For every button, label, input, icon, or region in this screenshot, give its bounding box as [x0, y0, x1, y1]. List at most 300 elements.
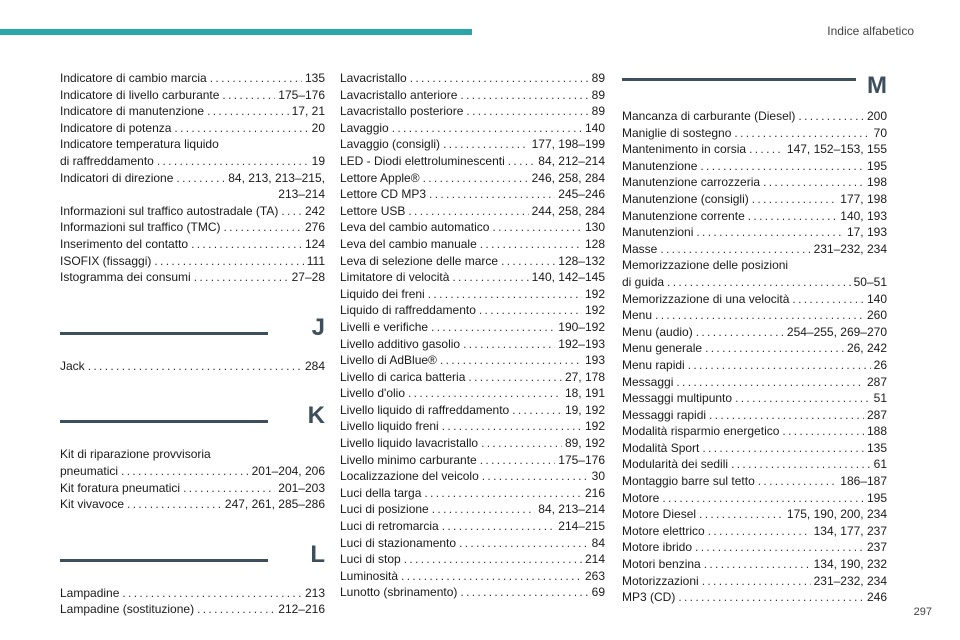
- index-entry-pages: 70: [873, 125, 887, 140]
- index-entry[interactable]: [340, 584, 605, 601]
- index-entry-term: Manutenzione (consigli): [622, 191, 749, 206]
- index-entry-pages: 192: [584, 286, 605, 301]
- index-entry[interactable]: [622, 473, 887, 490]
- index-entry-term: Livello minimo carburante: [340, 452, 477, 467]
- index-entry[interactable]: [60, 120, 325, 137]
- index-entry-term: Luci di posizione: [340, 502, 429, 517]
- entry-group: [622, 291, 887, 606]
- dot-leader: [708, 523, 811, 540]
- index-entry[interactable]: [622, 357, 887, 374]
- index-entry-pages: 190–192: [558, 319, 605, 334]
- index-entry-pages: 134, 190, 232: [813, 557, 887, 572]
- index-entry-term: Lampadine (sostituzione): [60, 602, 195, 617]
- dot-leader: [508, 153, 536, 170]
- dot-leader: [792, 291, 864, 308]
- dot-leader: [191, 236, 302, 253]
- index-entry-term: Motore: [622, 490, 660, 505]
- index-entry[interactable]: [622, 125, 887, 142]
- index-entry-term: Lavaggio (consigli): [340, 137, 441, 152]
- index-entry-term: Indicatore di livello carburante: [60, 87, 220, 102]
- index-entry[interactable]: [340, 203, 605, 220]
- dot-leader: [210, 70, 302, 87]
- entry-group: [340, 70, 605, 601]
- index-entry-term: Indicatore di potenza: [60, 120, 172, 135]
- index-entry-pages: 89: [591, 87, 605, 102]
- index-entry[interactable]: [340, 269, 605, 286]
- entry-group: [60, 480, 325, 513]
- index-entry[interactable]: [340, 452, 605, 469]
- dot-leader: [492, 219, 582, 236]
- index-entry-term: Livelli e verifiche: [340, 319, 429, 334]
- index-entry[interactable]: [60, 170, 325, 187]
- index-column-2: [340, 70, 605, 601]
- dot-leader: [408, 203, 528, 220]
- index-entry[interactable]: [60, 70, 325, 87]
- index-entry-pages: 198: [866, 175, 887, 190]
- dot-leader: [408, 385, 562, 402]
- index-entry[interactable]: [340, 153, 605, 170]
- dot-leader: [392, 120, 582, 137]
- page-header-title: Indice alfabetico: [827, 24, 914, 38]
- dot-leader: [404, 551, 582, 568]
- index-entry-pages: 287: [866, 407, 887, 422]
- index-entry-term: Maniglie di sostegno: [622, 125, 732, 140]
- entry-group: [622, 108, 887, 257]
- index-entry-term: Masse: [622, 241, 658, 256]
- index-entry-pages: 287: [866, 374, 887, 389]
- index-entry-pages: 17, 21: [291, 104, 325, 119]
- index-entry-term: Livello liquido di raffreddamento: [340, 402, 510, 417]
- index-entry[interactable]: [622, 506, 887, 523]
- index-entry[interactable]: [340, 136, 605, 153]
- dot-leader: [442, 518, 556, 535]
- index-entry[interactable]: [622, 589, 887, 606]
- index-entry[interactable]: [622, 340, 887, 357]
- index-entry[interactable]: [340, 319, 605, 336]
- index-entry-term: Luci della targa: [340, 485, 422, 500]
- index-entry-pages: 231–232, 234: [813, 241, 887, 256]
- dot-leader: [223, 219, 301, 236]
- index-entry-term: Motore ibrido: [622, 540, 693, 555]
- dot-leader: [442, 418, 582, 435]
- index-entry-term: Manutenzione corrente: [622, 208, 745, 223]
- index-entry[interactable]: [340, 302, 605, 319]
- dot-leader: [429, 186, 555, 203]
- index-entry-pages: 201–203: [278, 480, 325, 495]
- dot-leader: [512, 402, 562, 419]
- index-entry[interactable]: [60, 358, 325, 375]
- index-entry-term: Indicatori di direzione: [60, 170, 174, 185]
- index-entry-term: Lunotto (sbrinamento): [340, 585, 458, 600]
- index-entry[interactable]: [60, 103, 325, 120]
- index-entry[interactable]: [622, 274, 887, 291]
- dot-leader: [410, 70, 589, 87]
- index-entry-term: di raffreddamento: [60, 153, 154, 168]
- index-entry-pages: 84, 212–214: [538, 153, 605, 168]
- dot-leader: [749, 141, 784, 158]
- dot-leader: [480, 236, 582, 253]
- index-entry-pages: 124: [304, 236, 325, 251]
- index-entry-pages: 30: [591, 469, 605, 484]
- index-entry[interactable]: [340, 568, 605, 585]
- index-entry-term: Menu rapidi: [622, 357, 685, 372]
- index-entry[interactable]: [622, 374, 887, 391]
- index-entry[interactable]: [340, 236, 605, 253]
- index-entry-pages: 27, 178: [564, 369, 605, 384]
- index-entry[interactable]: [60, 236, 325, 253]
- dot-leader: [731, 456, 871, 473]
- index-entry-term: Luminosità: [340, 568, 399, 583]
- index-entry-term: Livello additivo gasolio: [340, 336, 461, 351]
- index-entry-term: Kit di riparazione provvisoria: [60, 447, 211, 462]
- index-entry-term: Messaggi multipunto: [622, 391, 733, 406]
- dot-leader: [176, 170, 225, 187]
- index-entry[interactable]: [622, 241, 887, 258]
- section-letter: K: [307, 402, 325, 430]
- dot-leader: [459, 535, 589, 552]
- index-entry[interactable]: [622, 390, 887, 407]
- index-entry-term: Manutenzione carrozzeria: [622, 175, 761, 190]
- index-entry-pages: 140, 142–145: [531, 270, 605, 285]
- index-entry-term: Informazioni sul traffico (TMC): [60, 220, 221, 235]
- dot-leader: [452, 269, 528, 286]
- index-entry[interactable]: [340, 87, 605, 104]
- dot-leader: [752, 191, 838, 208]
- index-entry-term: Luci di stop: [340, 552, 401, 567]
- dot-leader: [782, 423, 864, 440]
- dot-leader: [463, 336, 555, 353]
- index-entry-pages: 84: [591, 535, 605, 550]
- index-entry-pages: 213: [304, 585, 325, 600]
- dot-leader: [194, 269, 289, 286]
- index-entry-pages: 175, 190, 200, 234: [786, 507, 887, 522]
- index-entry-term: Jack: [60, 358, 85, 373]
- index-entry[interactable]: [622, 440, 887, 457]
- index-entry[interactable]: [340, 186, 605, 203]
- section-header-k: [60, 400, 325, 442]
- index-entry-pages: 245–246: [558, 187, 605, 202]
- index-entry[interactable]: [622, 523, 887, 540]
- index-entry-term: Motore elettrico: [622, 523, 705, 538]
- dot-leader: [481, 435, 562, 452]
- index-entry-pages: 140, 193: [840, 208, 887, 223]
- index-entry-term: Limitatore di velocità: [340, 270, 450, 285]
- index-entry-pages: 247, 261, 285–286: [224, 497, 325, 512]
- index-entry[interactable]: [340, 518, 605, 535]
- dot-leader: [758, 473, 838, 490]
- index-entry-pages: 200: [866, 109, 887, 123]
- index-entry-pages: 84, 213–214: [538, 502, 605, 517]
- dot-leader: [440, 352, 582, 369]
- index-entry[interactable]: [340, 385, 605, 402]
- dot-leader: [678, 589, 864, 606]
- dot-leader: [460, 584, 588, 601]
- index-entry[interactable]: [60, 219, 325, 236]
- index-entry[interactable]: [340, 485, 605, 502]
- index-entry-pages: 246, 258, 284: [531, 170, 605, 185]
- index-entry-pages: 128–132: [558, 253, 605, 268]
- section-header-j: [60, 312, 325, 354]
- index-entry[interactable]: [622, 423, 887, 440]
- section-letter: J: [311, 313, 325, 341]
- index-entry[interactable]: [60, 585, 325, 602]
- index-entry-term: Lettore USB: [340, 203, 406, 218]
- header-accent-bar: [0, 29, 472, 35]
- index-entry-pages: 140: [866, 291, 887, 306]
- index-entry[interactable]: [622, 174, 887, 191]
- index-entry-pages: 135: [304, 71, 325, 85]
- index-entry[interactable]: [340, 70, 605, 87]
- index-entry[interactable]: [60, 480, 325, 497]
- index-entry-term: Lampadine: [60, 585, 120, 600]
- index-entry[interactable]: [622, 556, 887, 573]
- dot-leader: [127, 496, 222, 513]
- index-entry[interactable]: [622, 307, 887, 324]
- index-entry-pages: 20: [311, 120, 325, 135]
- index-entry-term: Menu generale: [622, 341, 703, 356]
- entry-group: [60, 585, 325, 618]
- index-entry-term: Memorizzazione di una velocità: [622, 291, 790, 306]
- index-entry-term: Inserimento del contatto: [60, 236, 189, 251]
- index-entry-term: Liquido dei freni: [340, 286, 425, 301]
- index-entry-term: MP3 (CD): [622, 590, 676, 605]
- index-entry-pages: 201–204, 206: [251, 463, 325, 478]
- section-header-l: [60, 539, 325, 581]
- dot-leader: [709, 407, 864, 424]
- index-entry-pages: 50–51: [853, 274, 887, 289]
- index-entry[interactable]: [622, 456, 887, 473]
- index-entry-pages: 175–176: [278, 87, 325, 102]
- index-entry-term: Modalità risparmio energetico: [622, 424, 780, 439]
- index-entry[interactable]: [622, 191, 887, 208]
- index-entry-term: Lavacristallo posteriore: [340, 104, 464, 119]
- dot-leader: [735, 390, 871, 407]
- dot-leader: [702, 573, 811, 590]
- index-entry-term: Liquido di raffreddamento: [340, 303, 476, 318]
- index-entry[interactable]: [340, 103, 605, 120]
- section-divider: [60, 420, 268, 423]
- index-entry-term: Livello d'olio: [340, 386, 405, 401]
- index-entry-term: Menu: [622, 308, 653, 323]
- index-entry-pages: 195: [866, 158, 887, 173]
- section-divider: [60, 559, 268, 562]
- index-entry[interactable]: [340, 336, 605, 353]
- index-entry-term: Lavaggio: [340, 120, 389, 135]
- index-entry[interactable]: [60, 203, 325, 220]
- index-entry-term: Menu (audio): [622, 324, 693, 339]
- dot-leader: [667, 274, 851, 291]
- index-entry-pages: 214–215: [558, 519, 605, 534]
- index-entry-pages: 26: [873, 357, 887, 372]
- dot-leader: [655, 307, 864, 324]
- dot-leader: [174, 120, 308, 137]
- index-entry[interactable]: [340, 501, 605, 518]
- index-entry[interactable]: [622, 407, 887, 424]
- index-entry-term: Lettore Apple®: [340, 170, 420, 185]
- index-entry[interactable]: [340, 253, 605, 270]
- index-entry-pages: 135: [866, 440, 887, 455]
- index-entry[interactable]: [340, 352, 605, 369]
- entry-group: [60, 358, 325, 375]
- index-entry-term: Mantenimento in corsia: [622, 142, 747, 157]
- index-entry[interactable]: [622, 573, 887, 590]
- index-entry-pages: 128: [584, 236, 605, 251]
- index-entry-term: Manutenzione: [622, 158, 698, 173]
- index-entry[interactable]: [340, 402, 605, 419]
- index-entry[interactable]: [622, 108, 887, 125]
- index-entry-term: Indicatore di cambio marcia: [60, 71, 207, 85]
- index-entry-term: Memorizzazione delle posizioni: [622, 258, 789, 273]
- index-entry-term: Modularità dei sedili: [622, 457, 729, 472]
- index-entry[interactable]: [340, 369, 605, 386]
- index-entry-term: Luci di stazionamento: [340, 535, 457, 550]
- index-entry-pages: 246: [866, 590, 887, 605]
- index-entry-pages: 254–255, 269–270: [786, 324, 887, 339]
- index-entry[interactable]: [622, 539, 887, 556]
- index-entry-pages: 111: [306, 253, 325, 268]
- index-entry[interactable]: [340, 435, 605, 452]
- index-entry-term: Indicatore temperatura liquido: [60, 137, 219, 152]
- index-entry-term: Montaggio barre sul tetto: [622, 474, 755, 489]
- index-entry-pages: 130: [584, 220, 605, 235]
- index-entry-pages-continued: 213–214: [278, 187, 325, 202]
- dot-leader: [696, 324, 784, 341]
- dot-leader: [695, 539, 864, 556]
- dot-leader: [482, 468, 589, 485]
- index-entry[interactable]: [622, 291, 887, 308]
- dot-leader: [705, 340, 844, 357]
- index-entry[interactable]: [340, 286, 605, 303]
- index-entry-pages: 61: [873, 457, 887, 472]
- index-entry-pages: 27–28: [291, 270, 325, 285]
- index-entry-pages: 276: [304, 220, 325, 235]
- index-entry-term: Localizzazione del veicolo: [340, 469, 479, 484]
- index-entry[interactable]: [60, 87, 325, 104]
- index-entry-pages: 192–193: [558, 336, 605, 351]
- index-entry-pages: 177, 198: [840, 191, 887, 206]
- dot-leader: [700, 158, 864, 175]
- dot-leader: [122, 585, 302, 602]
- index-entry-term: Motorizzazioni: [622, 573, 699, 588]
- index-entry-pages: 242: [304, 203, 325, 218]
- index-entry-pages: 89: [591, 104, 605, 119]
- index-entry-pages: 192: [584, 303, 605, 318]
- dot-leader: [479, 302, 582, 319]
- index-entry-term: Livello liquido freni: [340, 419, 439, 434]
- index-entry-pages: 134, 177, 237: [813, 523, 887, 538]
- index-entry[interactable]: [622, 208, 887, 225]
- dot-leader: [480, 452, 556, 469]
- dot-leader: [183, 480, 275, 497]
- index-entry[interactable]: [340, 120, 605, 137]
- dot-leader: [468, 369, 562, 386]
- index-entry-term: Lavacristallo anteriore: [340, 87, 458, 102]
- index-entry-pages: 175–176: [558, 452, 605, 467]
- dot-leader: [798, 108, 864, 125]
- section-divider: [622, 78, 856, 81]
- index-entry[interactable]: [622, 324, 887, 341]
- section-divider: [60, 332, 268, 335]
- index-entry-pages: 19: [311, 153, 325, 168]
- dot-leader: [443, 136, 529, 153]
- index-entry[interactable]: [340, 535, 605, 552]
- dot-leader: [222, 87, 275, 104]
- index-entry[interactable]: [340, 468, 605, 485]
- section-letter: L: [310, 540, 325, 568]
- index-entry-term: Leva di selezione delle marce: [340, 253, 499, 268]
- index-entry-pages: 186–187: [840, 474, 887, 489]
- index-entry-term: Messaggi: [622, 374, 674, 389]
- index-entry-pages: 188: [866, 424, 887, 439]
- dot-leader: [431, 319, 555, 336]
- index-entry[interactable]: [60, 463, 325, 480]
- dot-leader: [699, 506, 784, 523]
- index-entry-pages: 84, 213, 213–215,: [228, 170, 325, 185]
- index-entry-pages: 212–216: [278, 602, 325, 617]
- dot-leader: [696, 224, 844, 241]
- dot-leader: [688, 357, 871, 374]
- index-entry-term: Informazioni sul traffico autostradale (TA): [60, 203, 279, 218]
- dot-leader: [154, 253, 303, 270]
- index-entry[interactable]: [622, 490, 887, 507]
- index-entry-pages: 231–232, 234: [813, 573, 887, 588]
- dot-leader: [460, 87, 588, 104]
- dot-leader: [423, 170, 529, 187]
- index-entry-pages: 193: [584, 353, 605, 368]
- index-entry[interactable]: [340, 551, 605, 568]
- index-entry-pages: 195: [866, 490, 887, 505]
- index-entry-term: Luci di retromarcia: [340, 519, 439, 534]
- index-entry-term: Mancanza di carburante (Diesel): [622, 109, 796, 123]
- index-entry-term: Lavacristallo: [340, 71, 407, 85]
- index-entry[interactable]: [340, 418, 605, 435]
- index-entry-pages: 18, 191: [564, 386, 605, 401]
- index-entry[interactable]: [60, 253, 325, 270]
- index-entry-term: Motori benzina: [622, 557, 701, 572]
- dot-leader: [121, 463, 249, 480]
- dot-leader: [432, 501, 536, 518]
- index-entry[interactable]: [622, 158, 887, 175]
- dot-leader: [662, 490, 864, 507]
- index-entry-term: Motore Diesel: [622, 507, 697, 522]
- index-entry[interactable]: [622, 141, 887, 158]
- index-entry[interactable]: [622, 224, 887, 241]
- dot-leader: [197, 601, 275, 618]
- dot-leader: [704, 556, 811, 573]
- index-entry-term: Istogramma dei consumi: [60, 270, 191, 285]
- index-entry[interactable]: [340, 219, 605, 236]
- index-entry[interactable]: [60, 601, 325, 618]
- index-entry-term: Manutenzioni: [622, 225, 694, 240]
- index-entry-pages: 140: [584, 120, 605, 135]
- index-entry-term: Lettore CD MP3: [340, 187, 427, 202]
- index-entry-term: Leva del cambio manuale: [340, 236, 477, 251]
- index-entry[interactable]: [60, 496, 325, 513]
- dot-leader: [207, 103, 289, 120]
- index-entry-term: Messaggi rapidi: [622, 407, 707, 422]
- index-entry-pages: 216: [584, 485, 605, 500]
- dot-leader: [157, 153, 309, 170]
- index-entry-pages: 51: [873, 391, 887, 406]
- index-entry-term: Livello di AdBlue®: [340, 353, 437, 368]
- section-letter: M: [867, 72, 887, 99]
- index-entry[interactable]: [60, 153, 325, 170]
- index-entry[interactable]: [60, 269, 325, 286]
- page-number: 297: [913, 606, 932, 618]
- index-entry-pages: 192: [584, 419, 605, 434]
- index-entry[interactable]: [340, 170, 605, 187]
- index-entry-term: Livello liquido lavacristallo: [340, 436, 479, 451]
